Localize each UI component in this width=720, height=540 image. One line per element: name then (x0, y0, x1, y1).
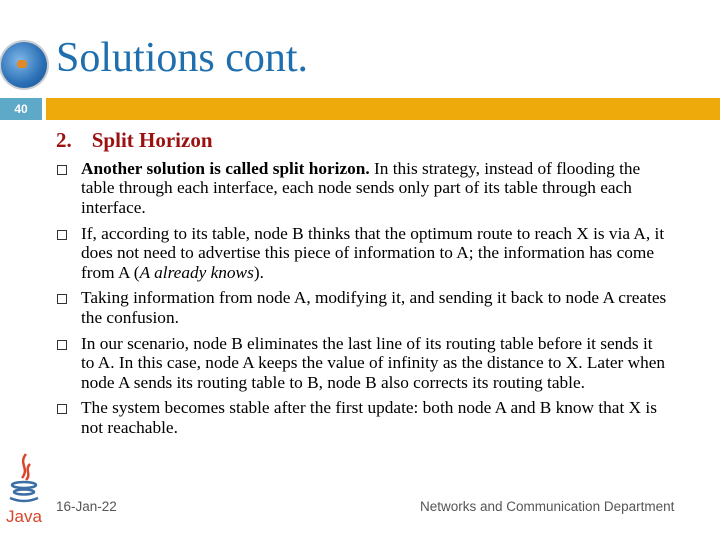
bullet-text: In our scenario, node B eliminates the last line of its routing table before it sends it to A. In this case, node A keeps the value of infinity as the distance to X. Later when node A sends its routing table to B, node B also corrects its routing table. (81, 333, 666, 392)
square-bullet-icon (57, 230, 67, 240)
square-bullet-icon (57, 340, 67, 350)
italic-text: A already knows (139, 262, 254, 282)
bullet-item (55, 334, 670, 392)
java-logo-text: Java (6, 507, 42, 526)
bullet-text: ). (253, 262, 264, 282)
bullet-text: The system becomes stable after the first update: both node A and B know that X is not reachable. (81, 398, 657, 437)
square-bullet-icon (57, 404, 67, 414)
section-number: 2. (56, 128, 72, 152)
bullet-item (55, 159, 670, 217)
globe-logo-icon (1, 42, 47, 88)
slide-number: 40 (0, 98, 42, 120)
bullet-item (55, 288, 670, 327)
bold-text: Another solution is called split horizon. (81, 159, 370, 178)
bullet-text: Taking information from node A, modifying it, and sending it back to node A creates the confusion. (81, 288, 667, 327)
bullet-list (55, 159, 670, 444)
bullet-item (55, 224, 670, 282)
square-bullet-icon (57, 294, 67, 304)
bullet-text: In this strategy, instead of flooding the table through each interface, each node sends only part of its table through each interface. (81, 159, 641, 217)
java-logo-icon (4, 452, 44, 526)
square-bullet-icon (57, 165, 67, 175)
section-title: Split Horizon (91, 128, 213, 152)
bullet-text: If, according to its table, node B thinks that the optimum route to reach X is via A, it does not need to advertise this piece of information to A; the information has come from A ( (81, 223, 665, 282)
header-bar (46, 98, 720, 120)
slide-title: Solutions cont. (56, 35, 309, 81)
footer-department: Networks and Communication Department (420, 499, 675, 514)
footer-date: 16-Jan-22 (56, 499, 117, 514)
bullet-item (55, 398, 670, 437)
section-heading (56, 128, 213, 153)
